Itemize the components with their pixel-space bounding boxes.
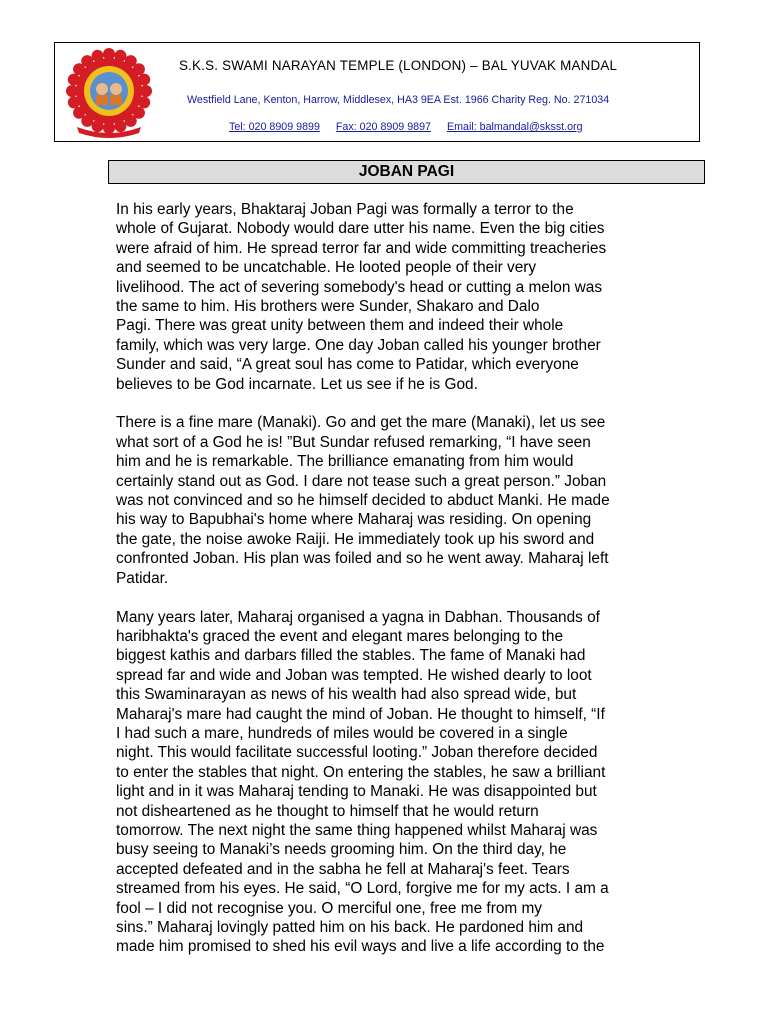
text-line: sins.” Maharaj lovingly patted him on his back. He pardoned him and [116,919,584,936]
text-line: tomorrow. The next night the same thing happened whilst Maharaj was [116,821,598,839]
text-line: spread far and wide and Joban was tempted. He wished dearly to loot [116,666,592,684]
organization-title: S.K.S. SWAMI NARAYAN TEMPLE (LONDON) – BAL YUVAK MANDAL [179,58,618,73]
telephone-link[interactable]: Tel: 020 8909 9899 [229,121,320,133]
text-line: In his early years, Bhaktaraj Joban Pagi was formally a terror to the [116,201,574,218]
text-line: and seemed to be uncatchable. He looted people of their very [116,259,537,277]
text-line: the gate, the noise awoke Raiji. He immediately took up his sword and [116,530,595,548]
address-line: Westfield Lane, Kenton, Harrow, Middlesex, HA3 9EA Est. 1966 Charity Reg. No. 271034 [187,94,610,106]
text-line: Pagi. There was great unity between them and indeed their whole [116,317,564,335]
text-line: light and in it was Maharaj tending to Manaki. He was disappointed but [116,783,597,801]
text-line: whole of Gujarat. Nobody would dare utter his name. Even the big cities [116,220,605,238]
text-line: what sort of a God he is! ”But Sundar refused remarking, “I have seen [116,433,591,451]
text-line: Maharaj's mare had caught the mind of Joban. He thought to himself, “If [116,705,605,723]
contact-line [229,121,596,133]
text-line: were afraid of him. He spread terror far and wide committing treacheries [116,239,607,257]
text-line: accepted defeated and in the sabha he fell at Maharaj's feet. Tears [116,860,570,878]
text-line: was not convinced and so he himself decided to abduct Manki. He made [116,492,610,510]
story-text [116,200,692,976]
email-link[interactable]: Email: balmandal@sksst.org [446,121,583,133]
text-line: livelihood. The act of severing somebody's head or cutting a melon was [116,278,603,296]
text-line: Many years later, Maharaj organised a yagna in Dabhan. Thousands of [116,608,600,626]
text-line: him and he is remarkable. The brilliance emanating from him would [116,453,574,471]
text-line: There is a fine mare (Manaki). Go and get the mare (Manaki), let us see [116,414,606,432]
text-line: Sunder and said, “A great soul has come to Patidar, which everyone [116,356,579,374]
text-line: busy seeing to Manaki’s needs grooming him. On the third day, he [116,841,567,859]
paragraph [116,608,692,957]
text-line: his way to Bapubhai's home where Maharaj was residing. On opening [116,511,592,529]
text-line: not disheartened as he thought to himself that he would return [116,802,539,820]
temple-logo-icon [63,47,155,139]
text-line: made him promised to shed his evil ways and live a life according to the [116,938,605,956]
text-line: confronted Joban. His plan was foiled and so he went away. Maharaj left [116,550,609,568]
text-line: Patidar. [116,569,169,587]
paragraph [116,413,692,588]
text-line: fool – I did not recognise you. O merciful one, free me from my [116,899,542,917]
page-title: JOBAN PAGI [108,160,705,184]
text-line: family, which was very large. One day Joban called his younger brother [116,336,601,354]
text-line: this Swaminarayan as news of his wealth had also spread wide, but [116,686,577,704]
text-line: haribhakta's graced the event and elegant mares belonging to the [116,627,564,645]
text-line: the same to him. His brothers were Sunder, Shakaro and Dalo [116,298,540,316]
text-line: night. This would facilitate successful looting.” Joban therefore decided [116,744,598,762]
paragraph [116,200,692,394]
text-line: biggest kathis and darbars filled the stables. The fame of Manaki had [116,647,586,665]
text-line: streamed from his eyes. He said, “O Lord, forgive me for my acts. I am a [116,880,609,898]
text-line: certainly stand out as God. I dare not tease such a great person.” Joban [116,472,607,490]
letterhead [54,42,700,142]
text-line: I had such a mare, hundreds of miles would be covered in a single [116,724,568,742]
text-line: believes to be God incarnate. Let us see if he is God. [116,375,478,393]
fax-link[interactable]: Fax: 020 8909 9897 [335,121,431,133]
text-line: to enter the stables that night. On entering the stables, he saw a brilliant [116,763,606,781]
